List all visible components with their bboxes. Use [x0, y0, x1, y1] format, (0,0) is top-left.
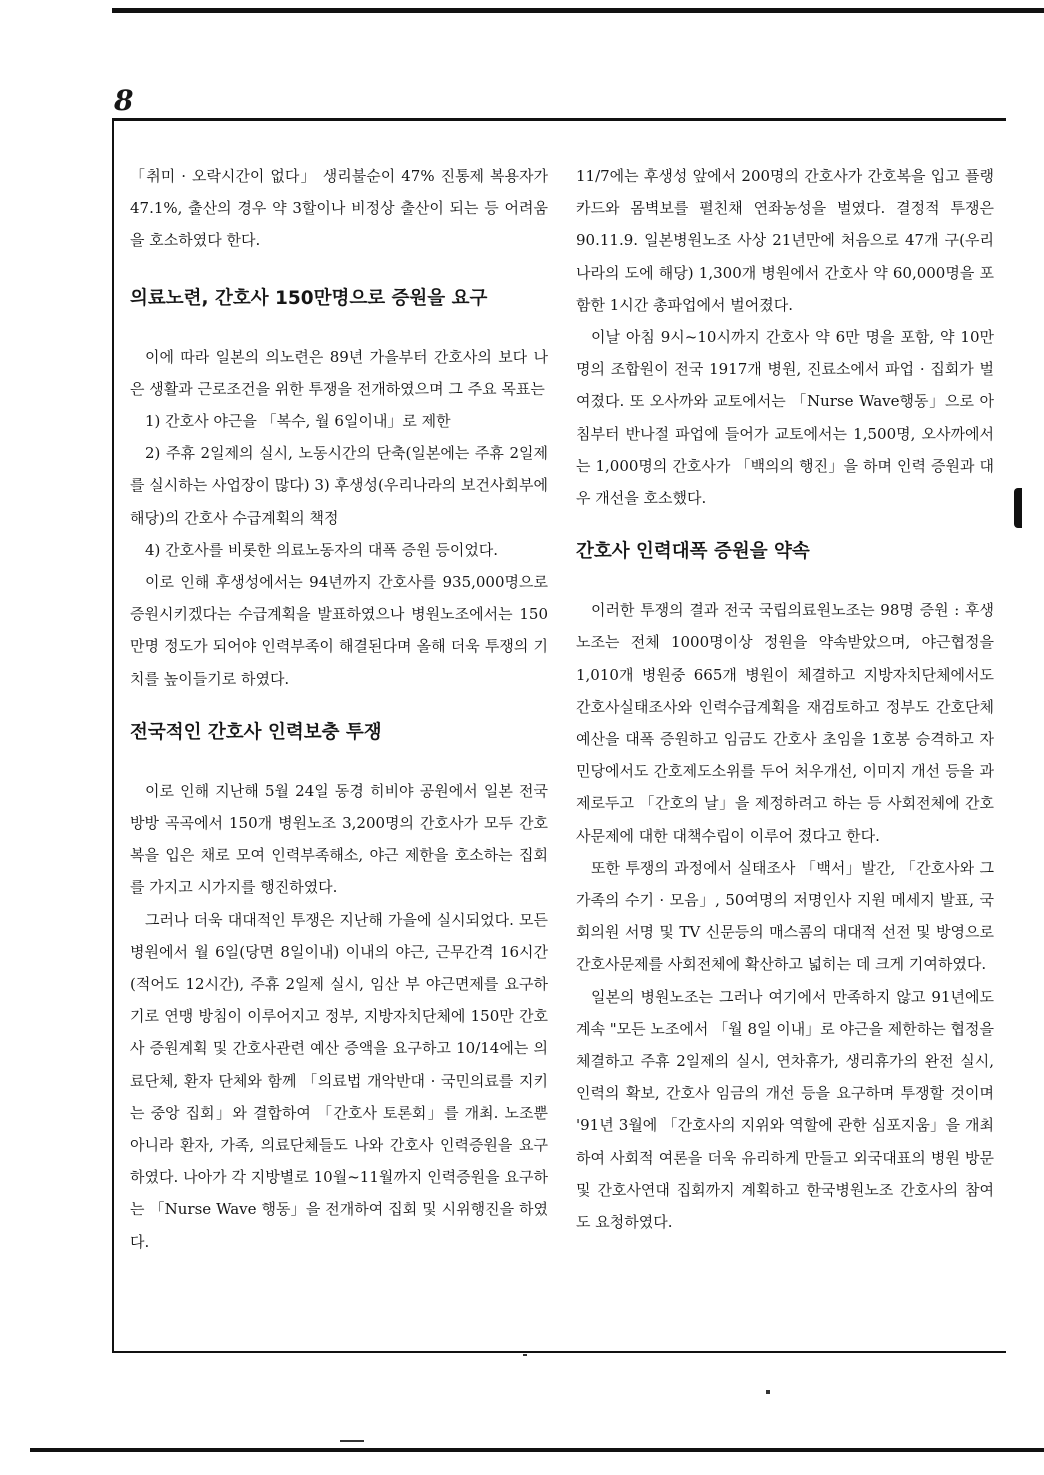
paragraph-1991: 일본의 병원노조는 그러나 여기에서 만족하지 않고 91년에도 계속 "모든 노조에서 「월 8일 이내」로 야근을 제한하는 협정을 체결하고 주휴 2일제의 실시, 연차휴가, 생리휴가의 완전 실시, 인력의 확보, 간호사 임금의 개선 등을 요구하며 투쟁할 것이며 '91년 3월에 「간호사의 지위와 역할에 관한 심포지움」을 개최하여 사회적 여론을 더욱 유리하게 만들고 외국대표의 병원 방문 및 간호사연대 집회까지 계획하고 한국병원노조 간호사의 참여도 요청하였다.	[576, 987, 994, 1232]
edge-mark	[1014, 488, 1022, 528]
heading-national: 전국적인 간호사 인력보충 투쟁	[130, 721, 382, 743]
paragraph-strike: 이날 아침 9시~10시까지 간호사 약 6만 명을 포함, 약 10만명의 조합원이 전국 1917개 병원, 진료소에서 파업 · 집회가 벌여졌다. 또 오사까와 교토에서는 「Nurse Wave행동」으로 아침부터 반나절 파업에 들어가 교토에서는 1,500명, 오사까에서는 1,000명의 간호사가 「백의의 행진」을 하며 인력 증원과 대우 개선을 호소했다.	[576, 328, 994, 508]
scan-speck	[766, 1390, 770, 1394]
paragraph-rally: 이로 인해 지난해 5월 24일 동경 히비야 공원에서 일본 전국 방방 곡곡에서 150개 병원노조 3,200명의 간호사가 모두 간호복을 입은 채로 모여 인력부족해소, 야근 제한을 호소하는 집회를 가지고 시가지를 행진하였다.	[130, 781, 548, 897]
paragraph-result: 이러한 투쟁의 결과 전국 국립의료원노조는 98명 증원 : 후생노조는 전체 1000명이상 정원을 약속받았으며, 야근협정을 1,010개 병원중 665개 병원이 체결하고 지방자치단체에서도 간호사실태조사와 인력수급계획을 재검토하고 정부도 간호단체예산을 대폭 증원하고 임금도 간호사 초임을 1호봉 승격하고 자민당에서도 간호제도소위를 두어 처우개선, 이미지 개선 등을 과제로두고 「간호의 날」을 제정하려고 하는 등 사회전체에 간호사문제에 대한 대책수립이 이루어 졌다고 한다.	[576, 601, 994, 845]
paragraph-autumn: 그러나 더욱 대대적인 투쟁은 지난해 가을에 실시되었다. 모든 병원에서 월 6일(당면 8일이내) 이내의 야근, 근무간격 16시간(적어도 12시간), 주휴 2일제 실시, 임산 부 야근면제를 요구하기로 연맹 방침이 이루어지고 정부, 지방자치단체에 150만 간호사 증원계획 및 간호사관련 예산 증액을 요구하고 10/14에는 의료단체, 환자 단체와 함께 「의료법 개악반대 · 국민의료를 지키는 중앙 집회」와 결합하여 「간호사 토론회」를 개최. 노조뿐 아니라 환자, 가족, 의료단체들도 나와 간호사 인력증원을 요구하였다. 나아가 각 지방별로 10월~11월까지 인력증원을 요구하는 「Nurse Wave 행동」을 전개하여 집회 및 시위행진을 하였다.	[130, 910, 548, 1251]
paragraph-nov7: 11/7에는 후생성 앞에서 200명의 간호사가 간호복을 입고 플랭카드와 몸벽보를 펼친채 연좌농성을 벌였다. 결정적 투쟁은 90.11.9. 일본병원노조 사상 21년만에 처음으로 47개 구(우리나라의 도에 해당) 1,300개 병원에서 간호사 약 60,000명을 포함한 1시간 총파업에서 벌어졌다.	[576, 167, 994, 314]
goal-item-1: 1) 간호사 야근을 「복수, 월 6일이내」로 제한	[145, 412, 451, 431]
heading-promise: 간호사 인력대폭 증원을 약속	[576, 541, 810, 563]
paragraph-plan: 이로 인해 후생성에서는 94년까지 간호사를 935,000명으로 증원시키겠다는 수급계획을 발표하였으나 병원노조에서는 150만명 정도가 되어야 인력부족이 해결된다며 올해 더욱 투쟁의 기치를 높이들기로 하였다.	[130, 573, 548, 688]
goal-item-2: 2) 주휴 2일제의 실시, 노동시간의 단축(일본에는 주휴 2일제를 실시하는 사업장이 많다) 3) 후생성(우리나라의 보건사회부에 해당)의 간호사 수급계획의 책정	[130, 444, 548, 527]
paragraph-intro: 「취미 · 오락시간이 없다」 생리불순이 47% 진통제 복용자가 47.1%, 출산의 경우 약 3할이나 비정상 출산이 되는 등 어려움을 호소하였다 한다.	[130, 167, 548, 250]
left-column	[130, 160, 548, 1258]
paragraph-process: 또한 투쟁의 과정에서 실태조사 「백서」발간, 「간호사와 그 가족의 수기 · 모음」, 50여명의 저명인사 지원 메세지 발표, 국회의원 서명 및 TV 신문등의 매스콤의 대대적 선전 및 방영으로 간호사문제를 사회전체에 확산하고 넓히는 데 크게 기여하였다.	[576, 858, 994, 974]
bottom-rule	[30, 1448, 1044, 1452]
heading-demand: 의료노련, 간호사 150만명으로 증원을 요구	[130, 287, 488, 309]
scan-speck	[523, 1354, 527, 1356]
goal-item-4: 4) 간호사를 비롯한 의료노동자의 대폭 증원 등이었다.	[145, 540, 499, 559]
right-column	[576, 160, 994, 1238]
page-number: 8	[114, 84, 134, 117]
top-rule	[112, 8, 1044, 13]
paragraph-goals: 이에 따라 일본의 의노련은 89년 가을부터 간호사의 보다 나은 생활과 근로조건을 위한 투쟁을 전개하였으며 그 주요 목표는	[130, 347, 548, 398]
scan-speck	[340, 1440, 364, 1442]
